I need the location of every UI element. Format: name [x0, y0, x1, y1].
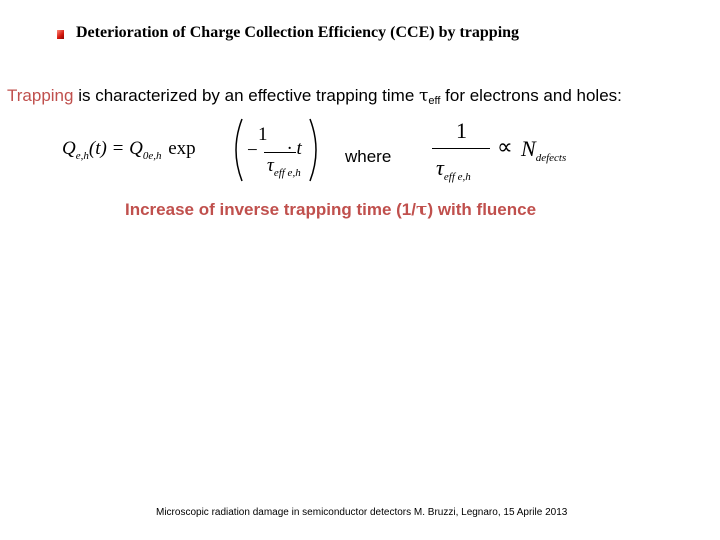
f1-denominator-sub: eff e,h: [273, 167, 301, 179]
slide-title: Deterioration of Charge Collection Efficiency (CCE) by trapping: [76, 24, 520, 41]
intro-tail: for electrons and holes:: [440, 86, 622, 105]
intro-tau: τ: [419, 86, 429, 106]
f1-arg: (t) = Q: [88, 138, 143, 159]
f1-exp: exp: [168, 138, 196, 159]
f1-right-paren: [310, 119, 316, 181]
f1-rhs-sub: 0e,h: [142, 150, 162, 162]
intro-tau-sub: eff: [428, 95, 441, 107]
f1-times-t: · t: [287, 138, 302, 159]
f2-fraction-bar: [432, 148, 490, 149]
f1-denominator: τ: [267, 155, 274, 176]
f1-lhs: Q: [62, 138, 76, 159]
f1-numerator: 1: [258, 124, 268, 145]
where-label: where: [345, 147, 392, 166]
f2-rhs-sub: defects: [535, 152, 567, 164]
intro-text: [7, 86, 622, 107]
f2-denominator: τ: [436, 155, 444, 180]
f1-minus: −: [247, 140, 258, 161]
f2-rhs: N: [521, 136, 536, 161]
increase-heading: [125, 200, 536, 220]
f1-left-paren: [236, 119, 242, 181]
increase-text-a: Increase of inverse trapping time (1/: [125, 200, 416, 219]
slide-footer: Microscopic radiation damage in semiconductor detectors M. Bruzzi, Legnaro, 15 Aprile 2013: [156, 507, 568, 518]
increase-text-b: ) with fluence: [427, 200, 537, 219]
increase-tau: τ: [415, 200, 428, 220]
intro-body: is characterized by an effective trapping time: [73, 86, 419, 105]
f1-lhs-sub: e,h: [75, 150, 89, 162]
f2-proportional: ∝: [497, 134, 513, 159]
bullet-icon: [57, 30, 64, 39]
f2-numerator: 1: [456, 118, 467, 143]
f2-denominator-sub: eff e,h: [443, 171, 471, 183]
intro-highlight: Trapping: [7, 86, 74, 105]
